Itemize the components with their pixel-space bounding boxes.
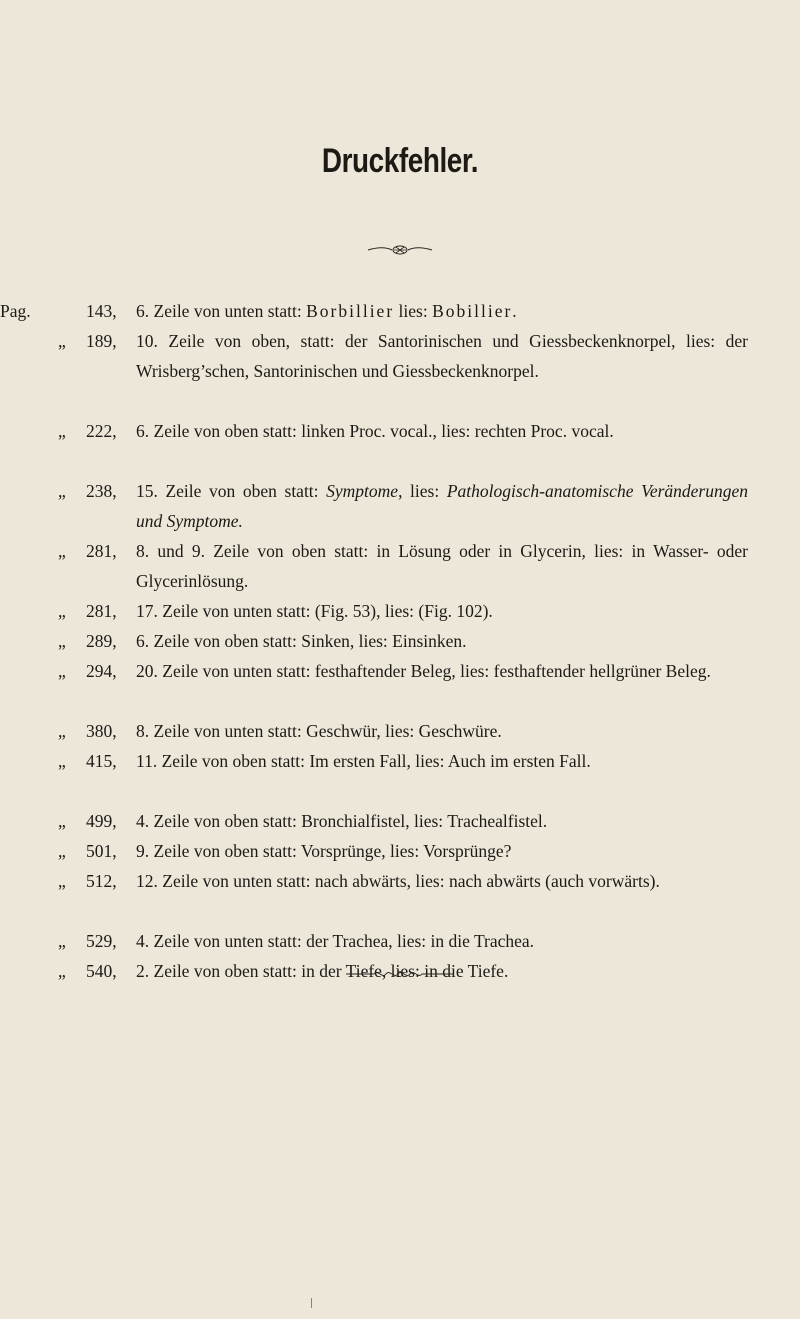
correction-text [136, 866, 748, 896]
text-segment: 6. Zeile von oben statt: Sinken, lies: Einsinken. [136, 631, 467, 651]
text-segment: , lies: [398, 481, 447, 501]
text-segment: 6. Zeile von oben statt: linken Proc. vocal., lies: rechten Proc. vocal. [136, 421, 614, 441]
page-number: 143, [86, 301, 117, 321]
ornament-divider-bottom [344, 968, 456, 980]
page-number: 189, [86, 331, 117, 351]
text-segment: 6. Zeile von unten statt: [136, 301, 307, 321]
correction-text [136, 596, 748, 626]
errata-entry [0, 416, 800, 476]
correction-text [136, 836, 748, 866]
text-segment: 2. Zeile von oben statt: in der Tiefe, lies: in die Tiefe. [136, 961, 509, 981]
correction-text [136, 626, 748, 656]
page-number: 415, [86, 751, 117, 771]
text-segment: 15. Zeile von oben statt: [136, 481, 327, 501]
page-number: 529, [86, 931, 117, 951]
errata-entry [0, 836, 800, 866]
ditto-mark: „ [58, 601, 66, 621]
paper-speck [311, 1298, 312, 1308]
text-segment: 8. Zeile von unten statt: Geschwür, lies: Geschwüre. [136, 721, 502, 741]
correction-text [136, 806, 748, 836]
page-number: 222, [86, 421, 117, 441]
ditto-mark: „ [58, 871, 66, 891]
errata-entry [0, 806, 800, 836]
errata-entry [0, 656, 800, 716]
ditto-mark: „ [58, 631, 66, 651]
correction-text [136, 716, 748, 746]
correction-text [136, 926, 748, 956]
page-number: 281, [86, 541, 117, 561]
ditto-mark: „ [58, 541, 66, 561]
page-number: 380, [86, 721, 117, 741]
correction-text [136, 296, 748, 326]
page-number: 294, [86, 661, 117, 681]
errata-entry [0, 476, 800, 536]
ditto-mark: „ [58, 721, 66, 741]
text-segment: 12. Zeile von unten statt: nach abwärts, lies: nach abwärts (auch vorwärts). [136, 871, 660, 891]
ditto-mark: „ [58, 751, 66, 771]
page-title: Druckfehler. [321, 142, 479, 180]
errata-entry [0, 296, 800, 326]
ditto-mark: „ [58, 811, 66, 831]
ditto-mark: „ [58, 841, 66, 861]
italic-phrase: Pathologisch-anatomische Veränderungen und Symptome. [136, 481, 748, 531]
ditto-mark: „ [58, 661, 66, 681]
correction-text [136, 536, 748, 596]
spaced-name: Borbillier [306, 301, 395, 321]
text-segment: . [512, 301, 517, 321]
errata-entry [0, 596, 800, 626]
text-segment: 11. Zeile von oben statt: Im ersten Fall, lies: Auch im ersten Fall. [136, 751, 591, 771]
text-segment: 17. Zeile von unten statt: (Fig. 53), lies: (Fig. 102). [136, 601, 493, 621]
errata-entry [0, 626, 800, 656]
text-segment: 9. Zeile von oben statt: Vorsprünge, lies: Vorsprünge? [136, 841, 512, 861]
text-segment: lies: [394, 301, 433, 321]
ditto-mark: „ [58, 961, 66, 981]
text-segment: 4. Zeile von unten statt: der Trachea, lies: in die Trachea. [136, 931, 535, 951]
ditto-mark: „ [58, 481, 66, 501]
text-segment: 20. Zeile von unten statt: festhaftender Beleg, lies: festhaftender hellgrüner Beleg. [136, 661, 711, 681]
errata-entry [0, 866, 800, 926]
ditto-mark: „ [58, 931, 66, 951]
correction-text [136, 476, 748, 536]
text-segment: 10. Zeile von oben, statt: der Santorinischen und Giessbeckenknorpel, lies: der Wrisberg’schen, Santorinischen und Giessbeckenknorpel. [136, 331, 748, 381]
page-prefix: Pag. [0, 301, 31, 321]
correction-text [136, 656, 748, 686]
text-segment: 4. Zeile von oben statt: Bronchialfistel, lies: Trachealfistel. [136, 811, 548, 831]
errata-entry [0, 716, 800, 746]
italic-phrase: Symptome [326, 481, 399, 501]
errata-entry [0, 326, 800, 416]
page-number: 501, [86, 841, 117, 861]
errata-entry [0, 746, 800, 806]
correction-text [136, 326, 748, 386]
page-number: 289, [86, 631, 117, 651]
ditto-mark: „ [58, 421, 66, 441]
errata-entry [0, 536, 800, 596]
spaced-name: Bobillier [432, 301, 513, 321]
page-number: 512, [86, 871, 117, 891]
text-segment: 8. und 9. Zeile von oben statt: in Lösung oder in Glycerin, lies: in Wasser- oder Glycerinlösung. [136, 541, 748, 591]
page-number: 238, [86, 481, 117, 501]
page-number: 540, [86, 961, 117, 981]
errata-entry [0, 926, 800, 956]
page-number: 499, [86, 811, 117, 831]
ditto-mark: „ [58, 331, 66, 351]
correction-text [136, 416, 748, 446]
ornament-divider-top [366, 244, 434, 256]
page-number: 281, [86, 601, 117, 621]
correction-text [136, 746, 748, 776]
